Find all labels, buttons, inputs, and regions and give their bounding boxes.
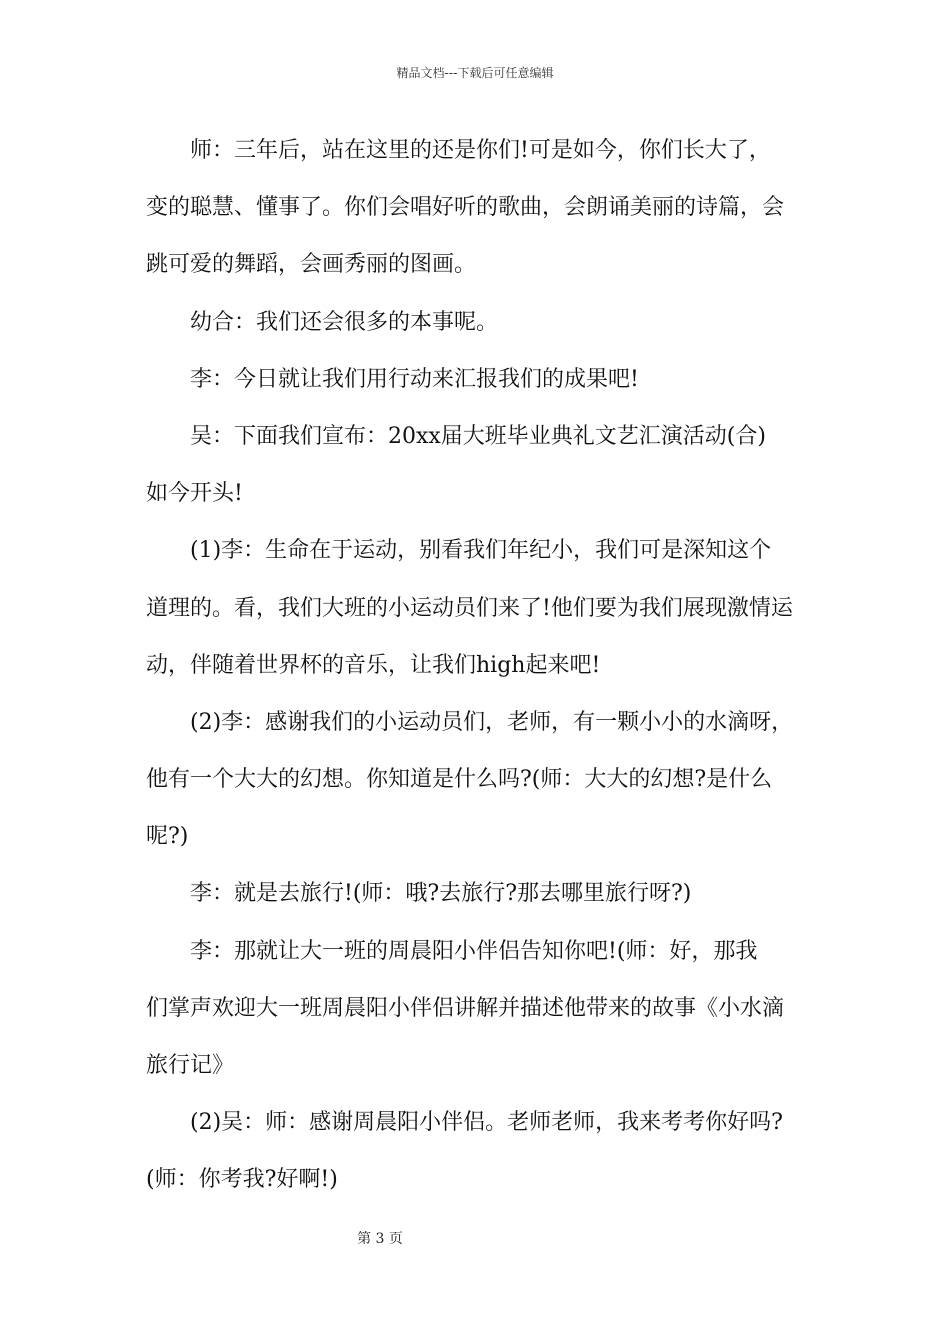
text-line: 他有一个大大的幻想。你知道是什么吗?(师：大大的幻想?是什么 <box>146 767 773 793</box>
text-line: (2)李：感谢我们的小运动员们，老师，有一颗小小的水滴呀， <box>146 709 794 735</box>
text-line: 师：三年后，站在这里的还是你们!可是如今，你们长大了， <box>146 138 771 163</box>
document-body <box>146 132 816 1219</box>
text-line: 李：今日就让我们用行动来汇报我们的成果吧! <box>146 366 639 392</box>
text-line: 变的聪慧、懂事了。你们会唱好听的歌曲，会朗诵美丽的诗篇，会 <box>146 195 785 221</box>
text-line: 们掌声欢迎大一班周晨阳小伴侣讲解并描述他带来的故事《小水滴 <box>146 995 785 1021</box>
text-line: 李：就是去旅行!(师：哦?去旅行?那去哪里旅行呀?) <box>146 881 692 907</box>
text-line: 如今开头! <box>146 481 243 507</box>
text-line: 李：那就让大一班的周晨阳小伴侣告知你吧!(师：好，那我 <box>146 938 758 964</box>
text-line: 吴：下面我们宣布：20xx届大班毕业典礼文艺汇演活动(合) <box>146 423 766 449</box>
page-header: 精品文档---下载后可任意编辑 <box>396 66 554 80</box>
text-line: 道理的。看，我们大班的小运动员们来了!他们要为我们展现激情运 <box>146 595 793 621</box>
text-line: 旅行记》 <box>146 1053 235 1078</box>
page-number: 第 3 页 <box>357 1231 403 1247</box>
text-line: 跳可爱的舞蹈，会画秀丽的图画。 <box>146 252 477 278</box>
text-line: (师：你考我?好啊!) <box>146 1167 338 1193</box>
text-line: 呢?) <box>146 824 189 850</box>
text-line: 幼合：我们还会很多的本事呢。 <box>146 309 499 335</box>
text-line: (1)李：生命在于运动，别看我们年纪小，我们可是深知这个 <box>146 538 772 564</box>
text-line: (2)吴：师：感谢周晨阳小伴侣。老师老师，我来考考你好吗? <box>146 1110 783 1136</box>
text-line: 动，伴随着世界杯的音乐，让我们high起来吧! <box>146 652 601 678</box>
